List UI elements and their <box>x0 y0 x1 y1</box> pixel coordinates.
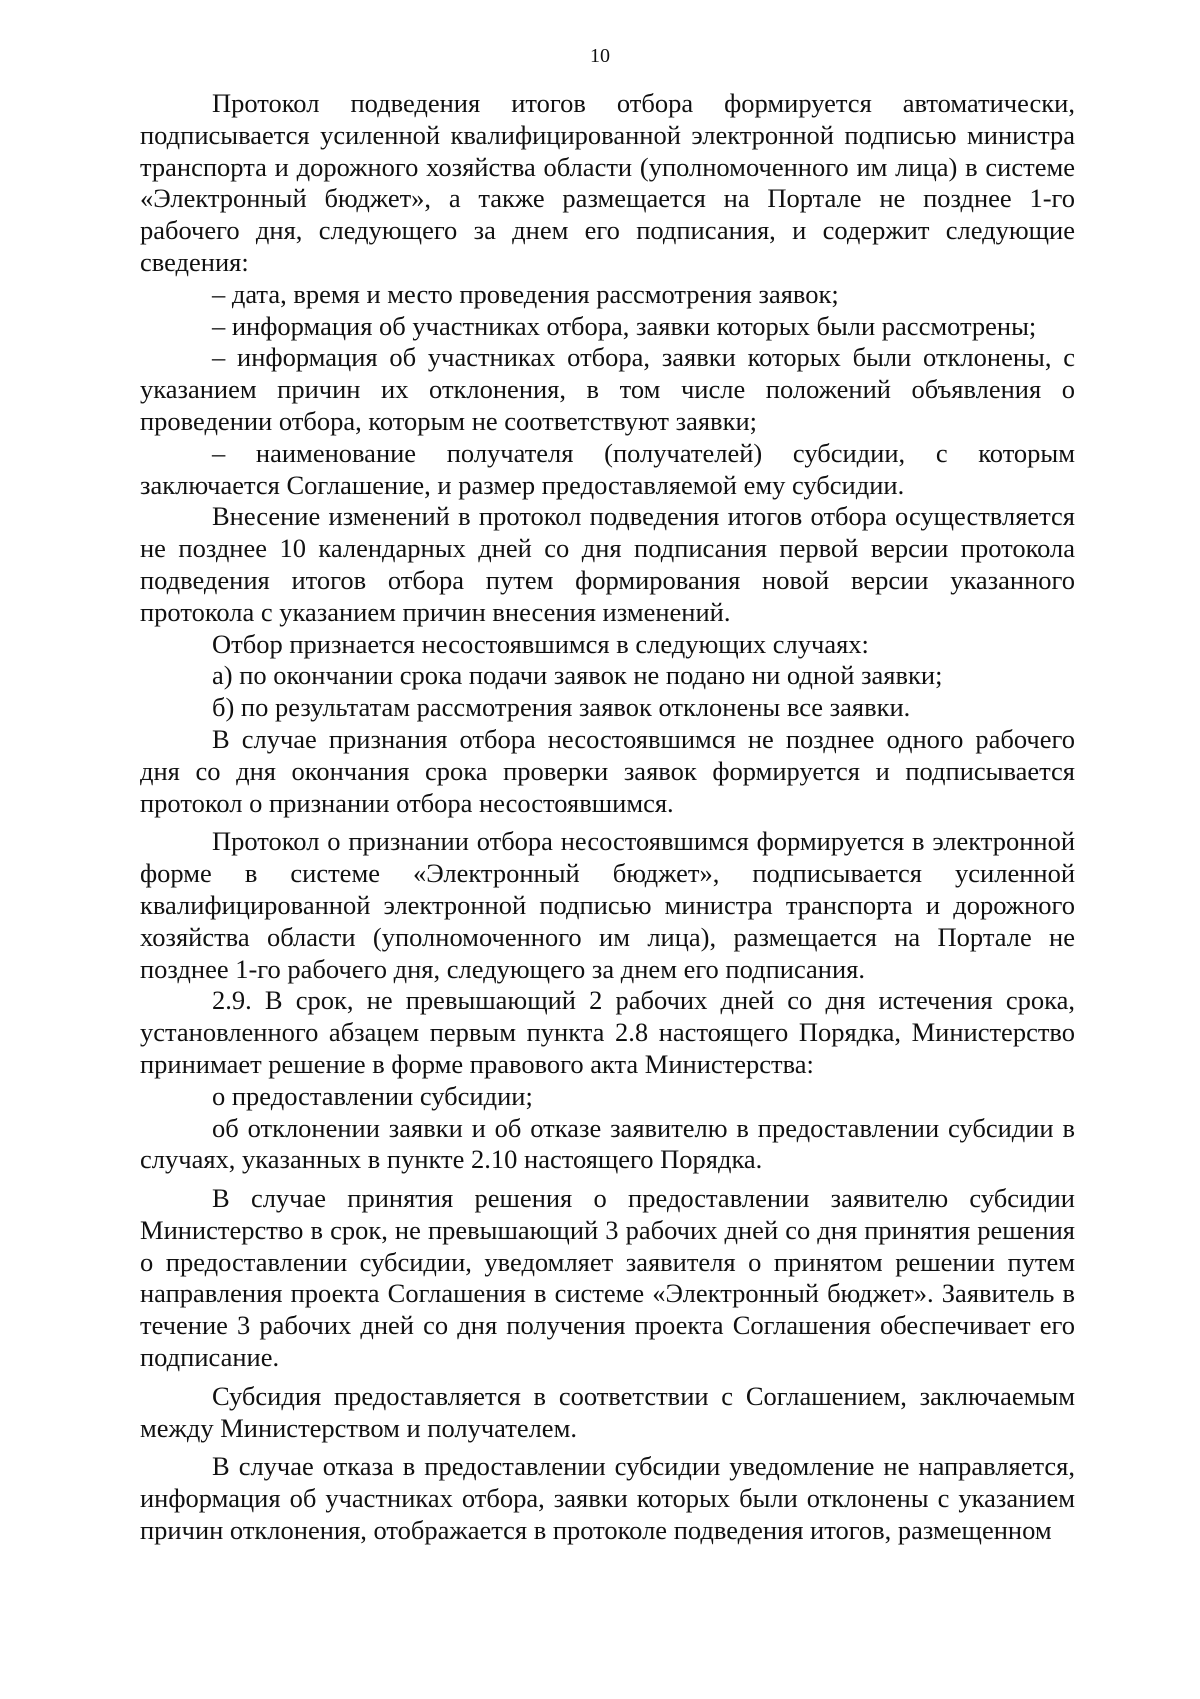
paragraph: В случае признания отбора несостоявшимся не позднее одного рабочего дня со дня окончания срока проверки заявок формируется и подписывается протокол о признании отбора несостоявшимся. <box>140 723 1075 818</box>
document-body <box>140 88 1075 1547</box>
list-item: б) по результатам рассмотрения заявок отклонены все заявки. <box>212 692 911 723</box>
list-item: а) по окончании срока подачи заявок не подано ни одной заявки; <box>212 660 943 691</box>
list-item: – информация об участниках отбора, заявки которых были отклонены, с указанием причин их отклонения, в том числе положений объявления о проведении отбора, которым не соответствуют заявки; <box>140 342 1075 436</box>
paragraph: Внесение изменений в протокол подведения итогов отбора осуществляется не позднее 10 календарных дней со дня подписания первой версии протокола подведения итогов отбора путем формирования новой версии указанного протокола с указанием причин внесения изменений. <box>140 501 1075 627</box>
list-item: – дата, время и место проведения рассмотрения заявок; <box>212 278 839 309</box>
list-item: об отклонении заявки и об отказе заявителю в предоставлении субсидии в случаях, указанных в пункте 2.10 настоящего Порядка. <box>140 1112 1075 1175</box>
paragraph: Протокол подведения итогов отбора формируется автоматически, подписывается усиленной квалифицированной электронной подписью министра транспорта и дорожного хозяйства области (уполномоченного им лица) в системе «Электронный бюджет», а также размещается на Портале не позднее 1-го рабочего дня, следующего за днем его подписания, и содержит следующие сведения: <box>140 88 1075 277</box>
list-item: – наименование получателя (получателей) субсидии, с которым заключается Соглашение, и размер предоставляемой ему субсидии. <box>140 437 1075 500</box>
list-item: о предоставлении субсидии; <box>212 1080 533 1111</box>
paragraph: В случае отказа в предоставлении субсидии уведомление не направляется, информация об участниках отбора, заявки которых были отклонены с указанием причин отклонения, отображается в протоколе подведения итогов, размещенном <box>140 1451 1075 1546</box>
page-number: 10 <box>590 45 610 67</box>
list-item: – информация об участниках отбора, заявки которых были рассмотрены; <box>212 310 1037 341</box>
paragraph: Протокол о признании отбора несостоявшимся формируется в электронной форме в системе «Электронный бюджет», подписывается усиленной квалифицированной электронной подписью министра транспорта и дорожного хозяйства области (уполномоченного им лица), размещается на Портале не позднее 1-го рабочего дня, следующего за днем его подписания. <box>140 826 1075 984</box>
paragraph: В случае принятия решения о предоставлении заявителю субсидии Министерство в срок, не превышающий 3 рабочих дней со дня принятия решения о предоставлении субсидии, уведомляет заявителя о принятом решении путем направления проекта Соглашения в системе «Электронный бюджет». Заявитель в течение 3 рабочих дней со дня получения проекта Соглашения обеспечивает его подписание. <box>140 1183 1075 1373</box>
paragraph: Субсидия предоставляется в соответствии с Соглашением, заключаемым между Министерством и получателем. <box>140 1380 1075 1443</box>
section-paragraph: 2.9. В срок, не превышающий 2 рабочих дней со дня истечения срока, установленного абзацем первым пункта 2.8 настоящего Порядка, Министерство принимает решение в форме правового акта Министерства: <box>140 985 1075 1079</box>
paragraph: Отбор признается несостоявшимся в следующих случаях: <box>212 628 869 659</box>
